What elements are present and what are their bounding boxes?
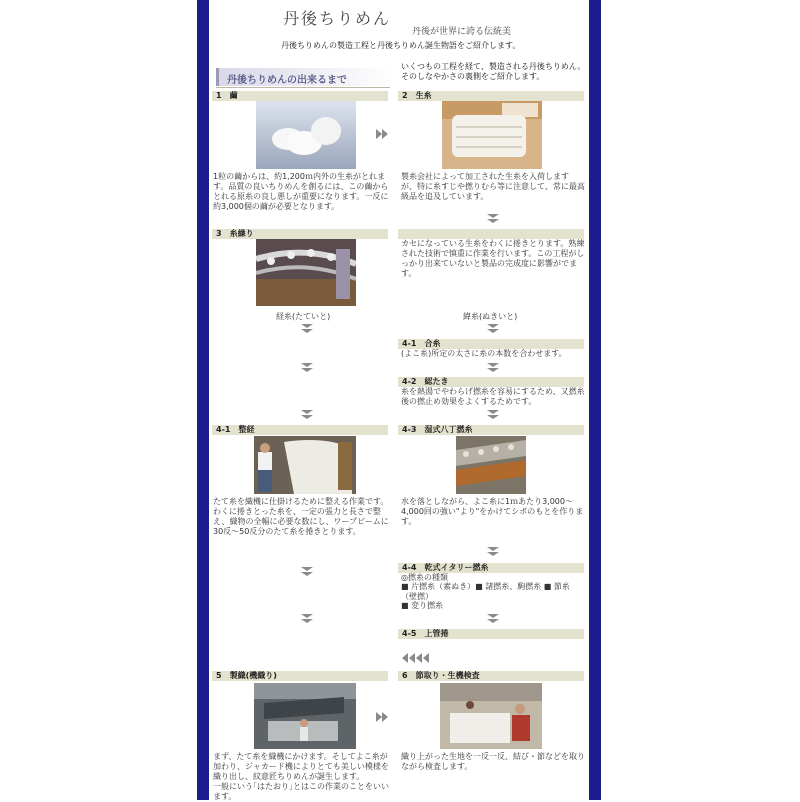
step-1-text: 1粒の繭からは、約1,200ｍ内外の生糸がとれます。品質の良いちりめんを創るには、この繭からとれる原糸の良し悪しが重要になります。一反に約3,000個の繭が必要となります。 bbox=[213, 172, 389, 211]
step-4-1-weft-text: (よこ糸)所定の太さに糸の本数を合わせます。 bbox=[401, 349, 567, 358]
step-4-1-weft-header: 4-1 合糸 bbox=[398, 339, 584, 349]
step-4-5-header: 4-5 上管捲 bbox=[398, 629, 584, 639]
arrow-down-icon bbox=[300, 362, 314, 374]
step-2-text: 製糸会社によって加工された生糸を入荷します が、特に糸すじや撚りむら等に注意して、常に最高 級品を追及しています。 bbox=[401, 172, 588, 201]
warping-photo bbox=[254, 436, 356, 494]
section-rule bbox=[216, 87, 390, 88]
weft-label: 緯糸(ぬきいと) bbox=[463, 312, 518, 321]
section-title: 丹後ちりめんの出来るまで bbox=[227, 75, 347, 86]
inspection-photo bbox=[440, 683, 542, 749]
step-4-4-line-2: ■ 片撚糸（素ぬき）■ 諸撚糸、駒撚糸 ■ 節糸（壁撚） bbox=[401, 582, 570, 601]
cocoon-photo bbox=[256, 101, 356, 169]
step-4-4-line-3: ■ 変り撚糸 bbox=[401, 601, 444, 610]
arrow-down-icon bbox=[486, 613, 500, 625]
arrow-right-icon bbox=[375, 128, 389, 140]
intro-text: 丹後ちりめんの製造工程と丹後ちりめん誕生物語をご紹介します。 bbox=[281, 41, 521, 50]
section-lead: いくつもの工程を経て、製造される丹後ちりめん。 そのしなやかさの裏側をご紹介します。 bbox=[401, 62, 586, 81]
step-6-text: 織り上がった生地を一反一反、結び・節などを取りながら検査します。 bbox=[401, 752, 585, 771]
arrow-down-icon bbox=[486, 409, 500, 421]
step-4-4-line-1: ◎撚糸の種類 bbox=[401, 573, 448, 582]
arrow-down-icon bbox=[300, 409, 314, 421]
arrow-down-icon bbox=[300, 323, 314, 335]
arrow-down-icon bbox=[486, 323, 500, 335]
raw-silk-photo bbox=[442, 101, 542, 169]
step-3-text: カセになっている生糸をわくに捲きとります。熟練された技術で慎重に作業を行います。この工程がしっかり出来ていないと製品の完成度に影響がでます。 bbox=[401, 239, 585, 278]
arrow-down-icon bbox=[486, 213, 500, 225]
step-4-2-text: 糸を熱湯でやわらげ撚糸を容易にするため、又撚糸後の撚止め効果をよくするためです。 bbox=[401, 387, 585, 406]
logo-text: 丹後ちりめん bbox=[283, 9, 392, 28]
step-4-2-header: 4-2 綛たき bbox=[398, 377, 584, 387]
twisting-photo bbox=[456, 436, 526, 494]
step-4-3-text: 水を落としながら、よこ糸に1ｍあたり3,000〜4,000回の強い"より"をかけてシボのもとを作ります。 bbox=[401, 497, 584, 526]
step-4-4-header: 4-4 乾式イタリー撚糸 bbox=[398, 563, 584, 573]
spinning-photo bbox=[256, 239, 356, 306]
tagline: 丹後が世界に誇る伝統美 bbox=[412, 27, 512, 37]
step-5-header: 5 製織(機織り) bbox=[212, 671, 388, 681]
step-6-header: 6 節取り・生機検査 bbox=[398, 671, 584, 681]
right-border bbox=[589, 0, 601, 800]
arrow-down-icon bbox=[300, 613, 314, 625]
step-4-3-header: 4-3 湿式八丁撚糸 bbox=[398, 425, 584, 435]
step-4-1-warp-text: たて糸を織機に仕掛けるために整える作業です。わくに捲きとった糸を、一定の張力と長さで整え、織物の全幅に必要な数にし、ワープビームに30反〜50反分のたて糸を捲きとります。 bbox=[213, 497, 389, 536]
arrow-down-icon bbox=[486, 546, 500, 558]
warp-label: 経糸(たていと) bbox=[276, 312, 331, 321]
arrow-down-icon bbox=[300, 566, 314, 578]
step-5-text: まず、たて糸を織機にかけます。そしてよこ糸が加わり、ジャカード機によりとても美しい模様を織り出し、紋意匠ちりめんが誕生します。 一般にいう｢はたおり｣とはこの作業のことをいいます。 bbox=[213, 752, 389, 801]
step-1-header: 1 繭 bbox=[212, 91, 388, 101]
logo bbox=[283, 6, 391, 29]
arrow-right-icon bbox=[375, 711, 389, 723]
step-4-1-warp-header: 4-1 整経 bbox=[212, 425, 388, 435]
step-3-header: 3 糸繰り bbox=[212, 229, 388, 239]
arrow-down-icon bbox=[486, 362, 500, 374]
step-3-header-right bbox=[398, 229, 584, 239]
step-2-header: 2 生糸 bbox=[398, 91, 584, 101]
section-title-bar bbox=[216, 68, 393, 86]
left-border bbox=[197, 0, 209, 800]
arrow-left-icon bbox=[401, 649, 431, 661]
weaving-photo bbox=[254, 683, 356, 749]
